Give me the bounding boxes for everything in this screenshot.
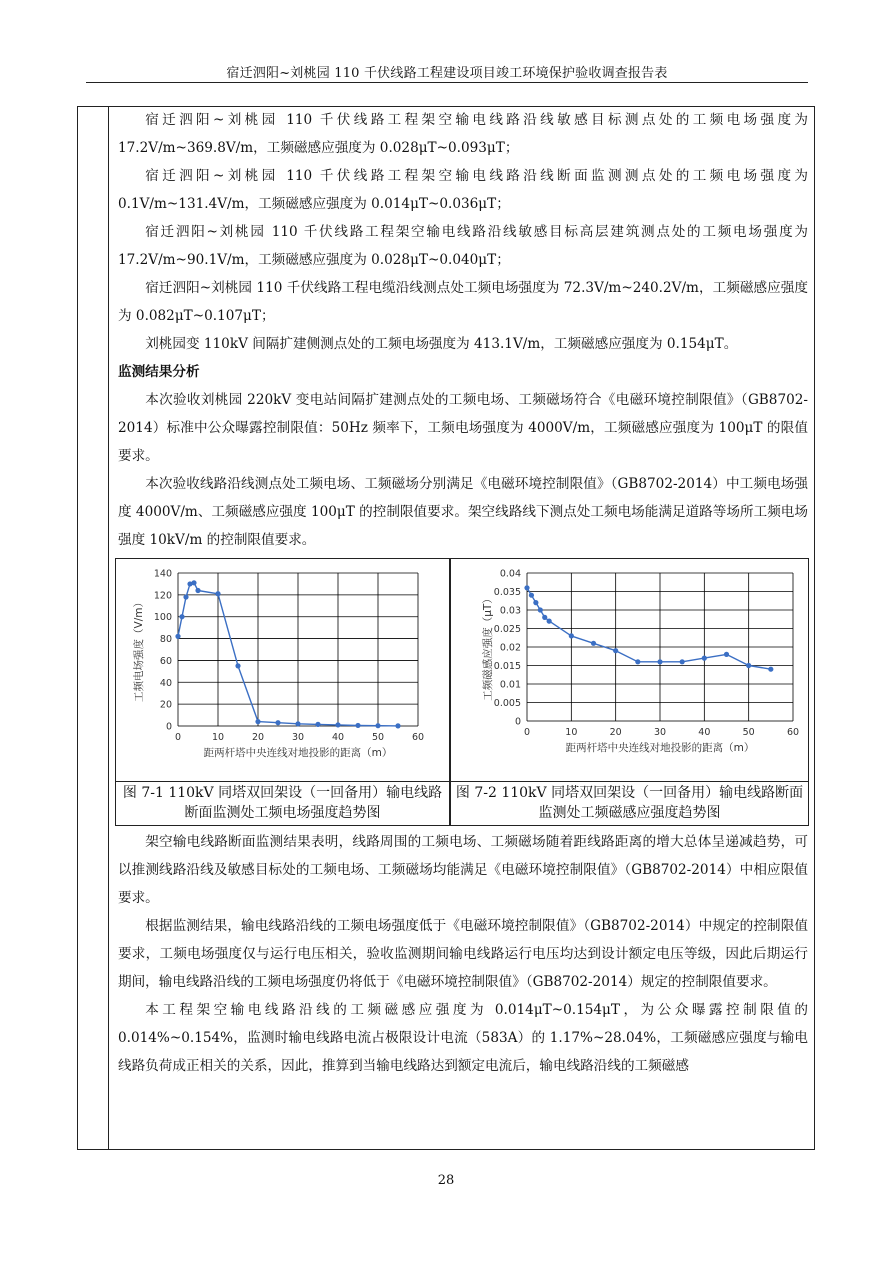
data-point: [538, 607, 543, 612]
data-point: [215, 591, 220, 596]
y-tick-label: 80: [159, 634, 172, 646]
x-tick-label: 60: [411, 732, 425, 743]
y-axis-label: 工频磁感应强度（μT）: [482, 593, 494, 701]
paragraph: 宿迁泗阳~刘桃园 110 千伏线路工程架空输电线路沿线敏感目标高层建筑测点处的工频电场强度为 17.2V/m~90.1V/m，工频磁感应强度为 0.028μT~0.040μT；: [118, 224, 808, 268]
data-point: [524, 585, 529, 590]
x-tick-label: 60: [786, 727, 800, 738]
figure-caption: 图 7-1 110kV 同塔双回架设（一回备用）输电线路断面监测处工频电场强度趋势图: [116, 781, 449, 823]
paragraph: 架空输电线路断面监测结果表明，线路周围的工频电场、工频磁场随着距线路距离的增大总体呈递减趋势，可以推测线路沿线及敏感目标处的工频电场、工频磁场均能满足《电磁环境控制限值》（GB8702-2014）中相应限值要求。: [118, 834, 808, 906]
y-tick-label: 0.005: [493, 698, 521, 709]
report-content: [118, 106, 808, 1080]
data-point: [569, 633, 574, 638]
y-tick-label: 20: [159, 699, 172, 711]
data-point: [275, 720, 280, 725]
data-point: [335, 722, 340, 727]
report-header-title: 宿迁泗阳~刘桃园 110 千伏线路工程建设项目竣工环境保护验收调查报告表: [226, 66, 668, 81]
paragraph: 宿迁泗阳~刘桃园 110 千伏线路工程架空输电线路沿线断面监测测点处的工频电场强度为 0.1V/m~131.4V/m，工频磁感应强度为 0.014μT~0.036μT；: [118, 168, 808, 212]
data-point: [635, 659, 640, 664]
x-tick-label: 30: [291, 732, 305, 743]
page-number: 28: [437, 1173, 455, 1188]
y-tick-label: 0.03: [499, 605, 521, 617]
data-point: [657, 659, 662, 664]
paragraph: 宿迁泗阳~刘桃园 110 千伏线路工程电缆沿线测点处工频电场强度为 72.3V/m~240.2V/m，工频磁感应强度为 0.082μT~0.107μT；: [118, 280, 808, 324]
data-point: [702, 656, 707, 661]
x-tick-label: 40: [698, 727, 711, 738]
data-point: [533, 600, 538, 605]
data-point: [183, 594, 188, 599]
y-tick-label: 140: [153, 568, 172, 580]
section-heading: 监测结果分析: [118, 364, 200, 380]
electric-field-chart: [116, 559, 451, 781]
x-tick-label: 0: [523, 727, 531, 738]
paragraph: 本次验收线路沿线测点处工频电场、工频磁场分别满足《电磁环境控制限值》（GB8702-2014）中工频电场强度 4000V/m、工频磁感应强度 100μT 的控制限值要求。架空线路线下测点处工频电场能满足道路等场所工频电场强度 10kV/m 的控制限值要求。: [118, 476, 808, 548]
x-axis-label: 距两杆塔中央连线对地投影的距离（m）: [565, 742, 755, 754]
data-point: [179, 614, 184, 619]
data-point: [680, 659, 685, 664]
header-rule: [86, 82, 808, 83]
y-tick-label: 0.02: [499, 642, 521, 654]
x-tick-label: 0: [174, 732, 182, 743]
data-point: [195, 588, 200, 593]
y-tick-label: 0.01: [499, 679, 521, 691]
figure-caption: 图 7-2 110kV 同塔双回架设（一回备用）输电线路断面监测处工频磁感应强度趋势图: [451, 781, 808, 823]
table-left-column-divider: [108, 106, 109, 1150]
paragraph: 本工程架空输电线路沿线的工频磁感应强度为 0.014μT~0.154μT，为公众曝露控制限值的 0.014%~0.154%，监测时输电线路电流占极限设计电流（583A）的 1.17%~28.04%，工频磁感应强度与输电线路负荷成正相关的关系，因此，推算到当输电线路达到额定电流后，输电线路沿线的工频磁感: [118, 1002, 808, 1074]
data-point: [295, 721, 300, 726]
data-point: [591, 641, 596, 646]
x-tick-label: 50: [371, 732, 385, 743]
x-tick-label: 10: [211, 732, 225, 743]
paragraph: 根据监测结果，输电线路沿线的工频电场强度低于《电磁环境控制限值》（GB8702-2014）中规定的控制限值要求，工频电场强度仅与运行电压相关，验收监测期间输电线路运行电压均达到设计额定电压等级，因此后期运行期间，输电线路沿线的工频电场强度仍将低于《电磁环境控制限值》（GB8702-2014）规定的控制限值要求。: [118, 918, 808, 990]
data-point: [255, 719, 260, 724]
x-tick-label: 20: [609, 727, 622, 738]
data-point: [724, 652, 729, 657]
x-axis-label: 距两杆塔中央连线对地投影的距离（m）: [203, 747, 393, 759]
magnetic-field-chart: [451, 559, 810, 781]
x-tick-label: 50: [742, 727, 755, 738]
figure-electric-field: [115, 558, 450, 826]
data-point: [547, 619, 552, 624]
data-point: [613, 648, 618, 653]
data-point: [375, 723, 380, 728]
data-point: [768, 667, 773, 672]
data-point: [746, 663, 751, 668]
paragraph: 本次验收刘桃园 220kV 变电站间隔扩建测点处的工频电场、工频磁场符合《电磁环境控制限值》（GB8702-2014）标准中公众曝露控制限值：50Hz 频率下，工频电场强度为 4000V/m，工频磁感应强度为 100μT 的限值要求。: [118, 392, 808, 464]
y-tick-label: 120: [153, 590, 172, 602]
y-tick-label: 0.025: [493, 624, 521, 635]
figure-magnetic-field: [450, 558, 809, 826]
y-axis-label: 工频电场强度（V/m）: [133, 597, 145, 702]
paragraph: 宿迁泗阳~刘桃园 110 千伏线路工程架空输电线路沿线敏感目标测点处的工频电场强度为 17.2V/m~369.8V/m，工频磁感应强度为 0.028μT~0.093μT；: [118, 112, 808, 156]
paragraph: 刘桃园变 110kV 间隔扩建侧测点处的工频电场强度为 413.1V/m，工频磁感应强度为 0.154μT。: [145, 336, 738, 352]
data-point: [315, 722, 320, 727]
y-tick-label: 0.015: [493, 661, 521, 672]
data-point: [235, 663, 240, 668]
data-point: [175, 634, 180, 639]
data-point: [395, 723, 400, 728]
data-point: [529, 593, 534, 598]
y-tick-label: 0.035: [493, 587, 521, 598]
x-tick-label: 30: [653, 727, 667, 738]
figure-row: [118, 558, 808, 826]
y-tick-label: 100: [153, 612, 172, 624]
y-tick-label: 0.04: [499, 568, 521, 580]
y-tick-label: 0: [165, 721, 172, 733]
data-point: [542, 615, 547, 620]
x-tick-label: 40: [331, 732, 345, 743]
y-tick-label: 40: [159, 677, 172, 689]
x-tick-label: 20: [251, 732, 265, 743]
y-tick-label: 60: [159, 655, 172, 667]
x-tick-label: 10: [565, 727, 578, 738]
data-point: [191, 580, 196, 585]
y-tick-label: 0: [514, 716, 521, 728]
data-point: [355, 723, 360, 728]
